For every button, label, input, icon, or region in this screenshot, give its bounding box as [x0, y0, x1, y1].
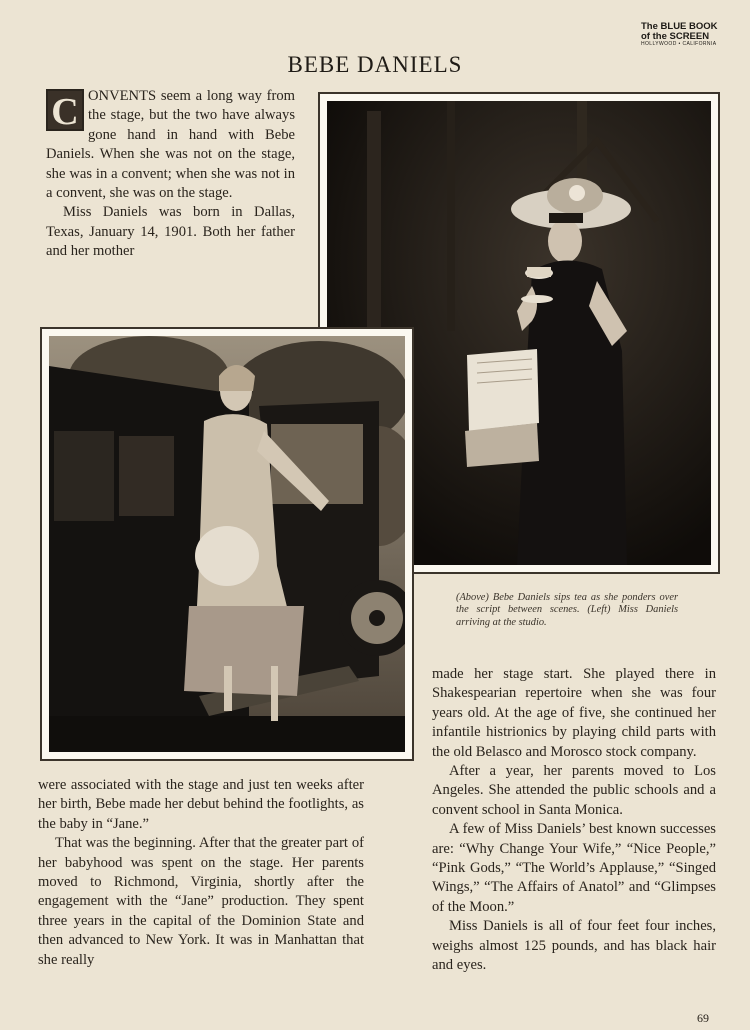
text-column-top [46, 87, 295, 262]
drop-cap: C [46, 89, 84, 131]
article-title: BEBE DANIELS [287, 52, 463, 77]
page-number: 69 [697, 1011, 709, 1025]
photo-caption: (Above) Bebe Daniels sips tea as she ponders over the script between scenes. (Left) Miss Daniels arriving at the studio. [456, 592, 678, 628]
masthead-line-1: The BLUE BOOK [641, 21, 718, 32]
photo-arriving-studio [40, 327, 414, 761]
paragraph-intro: ONVENTS seem a long way from the stage, but the two have always gone hand in hand with Bebe Daniels. When she was not on the stage, she was in a convent; when she was not in a convent, she was on the stage. [46, 88, 295, 202]
paragraph-height: Miss Daniels is all of four feet four inches, weighs almost 125 pounds, and has black hair and eyes. [432, 918, 716, 974]
paragraph-beginning: That was the beginning. After that the greater part of her babyhood was spent on the stage. Her parents moved to Richmond, Virginia, shortly after the engagement with the “Jane” production. They spent three years in the capital of the Dominion State and then advanced to New York. It was in Manhattan that she really [38, 835, 364, 968]
paragraph-stage-start: made her stage start. She played there in Shakespearian repertoire when she was four years old. At the age of five, she continued her infantile histrionics by playing child parts with the old Belasco and Morosco stock company. [432, 666, 716, 760]
masthead-line-2: of the SCREEN [641, 30, 710, 42]
paragraph-los-angeles: After a year, her parents moved to Los Angeles. She attended the public schools and a convent school in Santa Monica. [432, 763, 716, 818]
photo-arriving-image [49, 336, 405, 752]
masthead-logo [641, 22, 729, 47]
text-column-bottom-right [432, 665, 716, 976]
masthead-line-3: HOLLYWOOD • CALIFORNIA [641, 41, 717, 47]
paragraph-successes: A few of Miss Daniels’ best known successes are: “Why Change Your Wife,” “Nice People,” “Pink Gods,” “The World’s Applause,” “Singed Wings,” “The Affairs of Anatol” and “Glimpses of the Moon.” [432, 821, 716, 915]
text-column-bottom-left [38, 776, 364, 970]
paragraph-debut: were associated with the stage and just ten weeks after her birth, Bebe made her debut behind the footlights, as the baby in “Jane.” [38, 777, 364, 832]
paragraph-born: Miss Daniels was born in Dallas, Texas, January 14, 1901. Both her father and her mother [46, 204, 295, 260]
